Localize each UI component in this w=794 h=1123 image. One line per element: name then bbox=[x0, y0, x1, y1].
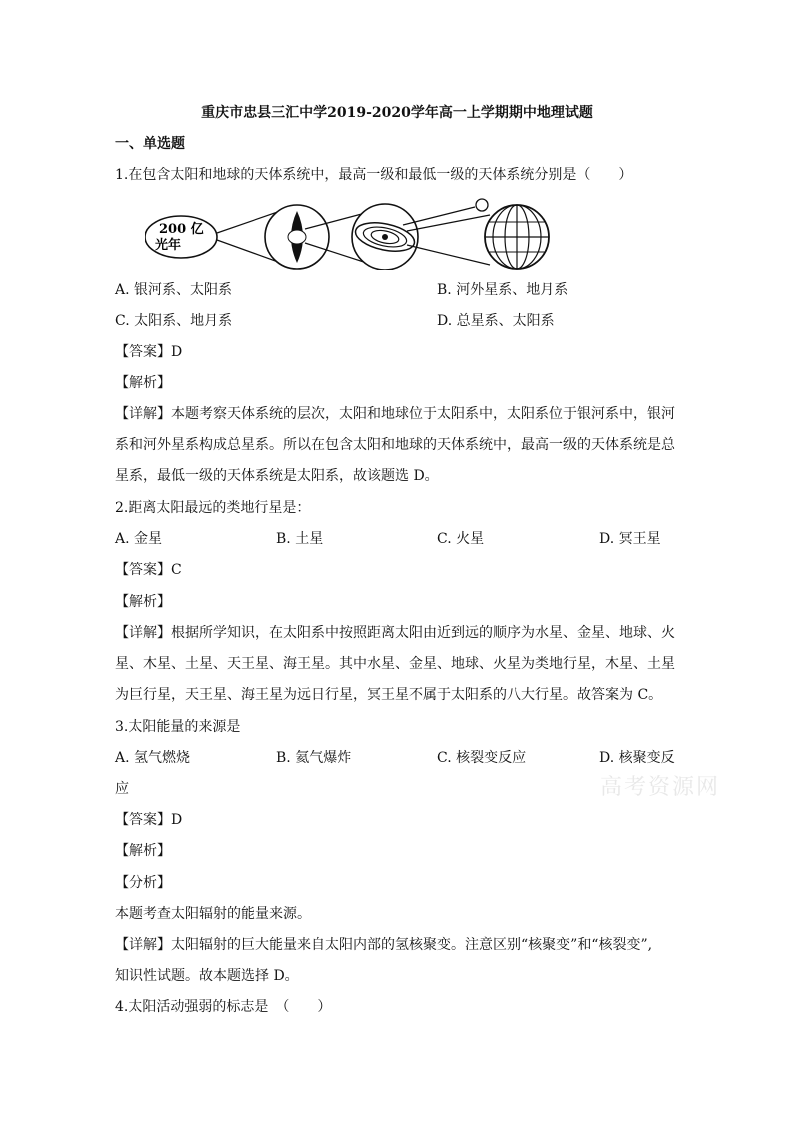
q2-detail-line-1: 【详解】根据所学知识，在太阳系中按照距离太阳由近到远的顺序为水星、金星、地球、火 bbox=[115, 625, 675, 641]
q2-analysis-label: 【解析】 bbox=[115, 594, 171, 610]
q4-stem: 4.太阳活动强弱的标志是 （ ） bbox=[115, 999, 332, 1015]
figure-label-lightyear: 光年 bbox=[155, 238, 182, 253]
watermark: 高考资源网 bbox=[600, 775, 721, 800]
galaxy-icon bbox=[265, 205, 329, 269]
q1-detail-line-3: 星系，最低一级的天体系统是太阳系，故该题选 D。 bbox=[115, 468, 439, 484]
q3-option-b: B. 氦气爆炸 bbox=[276, 750, 352, 766]
page-title: 重庆市忠县三汇中学2019-2020学年高一上学期期中地理试题 bbox=[201, 105, 593, 121]
q3-fenxi-text: 本题考查太阳辐射的能量来源。 bbox=[115, 906, 311, 922]
q3-detail-line-1: 【详解】太阳辐射的巨大能量来自太阳内部的氢核聚变。注意区别“核聚变”和“核裂变”, bbox=[115, 937, 653, 953]
q3-option-a: A. 氢气燃烧 bbox=[115, 750, 191, 766]
q2-answer: 【答案】C bbox=[115, 562, 182, 578]
q2-option-c: C. 火星 bbox=[437, 531, 485, 547]
moon-icon bbox=[476, 199, 488, 211]
q1-option-d: D. 总星系、太阳系 bbox=[437, 313, 555, 329]
q3-stem: 3.太阳能量的来源是 bbox=[115, 719, 241, 735]
q1-detail-line-1: 【详解】本题考察天体系统的层次，太阳和地球位于太阳系中，太阳系位于银河系中，银河 bbox=[115, 406, 675, 422]
q1-stem: 1.在包含太阳和地球的天体系统中，最高一级和最低一级的天体系统分别是（ ） bbox=[115, 167, 633, 183]
q1-option-b: B. 河外星系、地月系 bbox=[437, 282, 569, 298]
q2-option-d: D. 冥王星 bbox=[599, 531, 661, 547]
q1-analysis-label: 【解析】 bbox=[115, 375, 171, 391]
q3-analysis-label: 【解析】 bbox=[115, 843, 171, 859]
q2-detail-line-3: 为巨行星，天王星、海王星为远日行星，冥王星不属于太阳系的八大行星。故答案为 C。 bbox=[115, 687, 663, 703]
section-heading: 一、单选题 bbox=[115, 136, 185, 152]
earth-globe-icon bbox=[485, 205, 549, 269]
q2-stem: 2.距离太阳最远的类地行星是： bbox=[115, 500, 311, 516]
solar-system-icon bbox=[352, 204, 418, 270]
q2-detail-line-2: 星、木星、土星、天王星、海王星。其中水星、金星、地球、火星为类地行星，木星、土星 bbox=[115, 656, 675, 672]
q3-option-d: D. 核聚变反 bbox=[599, 750, 675, 766]
q3-option-c: C. 核裂变反应 bbox=[437, 750, 527, 766]
q3-detail-line-2: 知识性试题。故本题选择 D。 bbox=[115, 968, 299, 984]
figure-label-200: 200 亿 bbox=[159, 222, 204, 237]
q1-option-c: C. 太阳系、地月系 bbox=[115, 313, 233, 329]
q3-option-d-continued: 应 bbox=[115, 781, 129, 797]
q3-answer: 【答案】D bbox=[115, 812, 183, 828]
celestial-system-figure bbox=[145, 195, 555, 270]
q2-option-b: B. 土星 bbox=[276, 531, 324, 547]
q2-option-a: A. 金星 bbox=[115, 531, 163, 547]
q1-answer: 【答案】D bbox=[115, 344, 183, 360]
q1-detail-line-2: 系和河外星系构成总星系。所以在包含太阳和地球的天体系统中，最高一级的天体系统是总 bbox=[115, 437, 675, 453]
q1-option-a: A. 银河系、太阳系 bbox=[115, 282, 233, 298]
q3-fenxi-label: 【分析】 bbox=[115, 875, 171, 891]
